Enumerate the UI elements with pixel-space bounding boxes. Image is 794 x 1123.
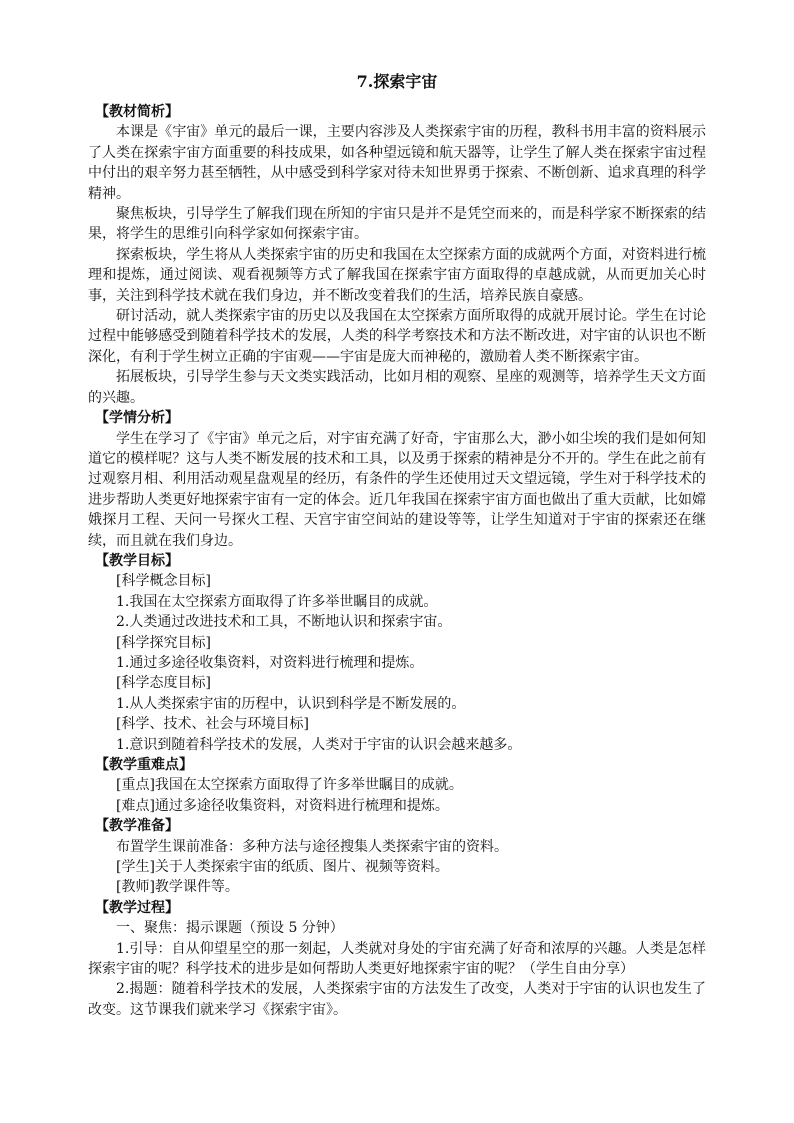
paragraph: 2.揭题：随着科学技术的发展，人类探索宇宙的方法发生了改变，人类对于宇宙的认识也发生了改变。这节课我们就来学习《探索宇宙》。 bbox=[88, 981, 706, 1018]
section-heading-teaching-preparation: 【教学准备】 bbox=[95, 818, 179, 835]
list-item: 1.我国在太空探索方面取得了许多举世瞩目的成就。 bbox=[116, 593, 438, 610]
document-page bbox=[88, 70, 706, 1020]
list-item: 1.意识到随着科学技术的发展，人类对于宇宙的认识会越来越多。 bbox=[116, 736, 522, 753]
subheading: [科学、技术、社会与环境目标] bbox=[116, 716, 309, 733]
paragraph: 本课是《宇宙》单元的最后一课，主要内容涉及人类探索宇宙的历程，教科书用丰富的资料展示了人类在探索宇宙方面重要的科技成果，如各种望远镜和航天器等，让学生了解人类在探索宇宙过程中付出的艰辛努力甚至牺牲，从中感受到科学家对待未知世界勇于探索、不断创新、追求真理的科学精神。 bbox=[88, 124, 706, 202]
list-item: 1.从人类探索宇宙的历程中，认识到科学是不断发展的。 bbox=[116, 695, 466, 712]
paragraph: 1.引导：自从仰望星空的那一刻起，人类就对身处的宇宙充满了好奇和浓厚的兴趣。人类是怎样探索宇宙的呢？科学技术的进步是如何帮助人类更好地探索宇宙的呢？（学生自由分享） bbox=[88, 940, 706, 978]
list-item: 一、聚焦：揭示课题（预设 5 分钟） bbox=[116, 920, 344, 937]
list-item: 1.通过多途径收集资料，对资料进行梳理和提炼。 bbox=[116, 654, 424, 671]
list-item: 布置学生课前准备：多种方法与途径搜集人类探索宇宙的资料。 bbox=[116, 838, 508, 855]
document-title: 7.探索宇宙 bbox=[356, 72, 438, 91]
section-heading-learner-analysis: 【学情分析】 bbox=[95, 410, 179, 427]
list-item: [难点]通过多途径收集资料，对资料进行梳理和提炼。 bbox=[116, 797, 449, 814]
paragraph: 聚焦板块，引导学生了解我们现在所知的宇宙只是并不是凭空而来的，而是科学家不断探索的结果，将学生的思维引向科学家如何探索宇宙。 bbox=[88, 206, 706, 243]
subheading: [科学态度目标] bbox=[116, 675, 211, 692]
section-heading-textbook-analysis: 【教材简析】 bbox=[95, 104, 179, 120]
list-item: [学生]关于人类探索宇宙的纸质、图片、视频等资料。 bbox=[116, 859, 449, 876]
section-heading-teaching-process: 【教学过程】 bbox=[95, 899, 179, 916]
section-heading-key-difficult-points: 【教学重难点】 bbox=[95, 757, 193, 773]
list-item: [重点]我国在太空探索方面取得了许多举世瞩目的成就。 bbox=[116, 777, 463, 794]
paragraph: 拓展板块，引导学生参与天文类实践活动，比如月相的观察、星座的观测等，培养学生天文方面的兴趣。 bbox=[88, 369, 706, 406]
subheading: [科学概念目标] bbox=[116, 573, 211, 590]
paragraph: 探索板块，学生将从人类探索宇宙的历史和我国在太空探索方面的成就两个方面，对资料进行梳理和提炼，通过阅读、观看视频等方式了解我国在探索宇宙方面取得的卓越成就，从而更加关心时事，关注到科学技术就在我们身边，并不断改变着我们的生活，培养民族自豪感。 bbox=[88, 246, 706, 304]
paragraph: 学生在学习了《宇宙》单元之后，对宇宙充满了好奇，宇宙那么大，渺小如尘埃的我们是如何知道它的模样呢？这与人类不断发展的技术和工具，以及勇于探索的精神是分不开的。学生在此之前有过观察月相、利用活动观星盘观星的经历，有条件的学生还使用过天文望远镜，学生对于科学技术的进步帮助人类更好地探索宇宙有一定的体会。近几年我国在探索宇宙方面也做出了重大贡献，比如嫦娥探月工程、天问一号探火工程、天宫宇宙空间站的建设等等，让学生知道对于宇宙的探索还在继续，而且就在我们身边。 bbox=[88, 430, 706, 549]
section-heading-teaching-goals: 【教学目标】 bbox=[95, 552, 179, 569]
list-item: 2.人类通过改进技术和工具，不断地认识和探索宇宙。 bbox=[116, 614, 452, 631]
list-item: [教师]教学课件等。 bbox=[116, 879, 239, 896]
paragraph: 研讨活动，就人类探索宇宙的历史以及我国在太空探索方面所取得的成就开展讨论。学生在讨论过程中能够感受到随着科学技术的发展，人类的科学考察技术和方法不断改进，对宇宙的认识也不断深化，有利于学生树立正确的宇宙观——宇宙是庞大而神秘的，激励着人类不断探索宇宙。 bbox=[88, 308, 706, 365]
subheading: [科学探究目标] bbox=[116, 634, 211, 651]
